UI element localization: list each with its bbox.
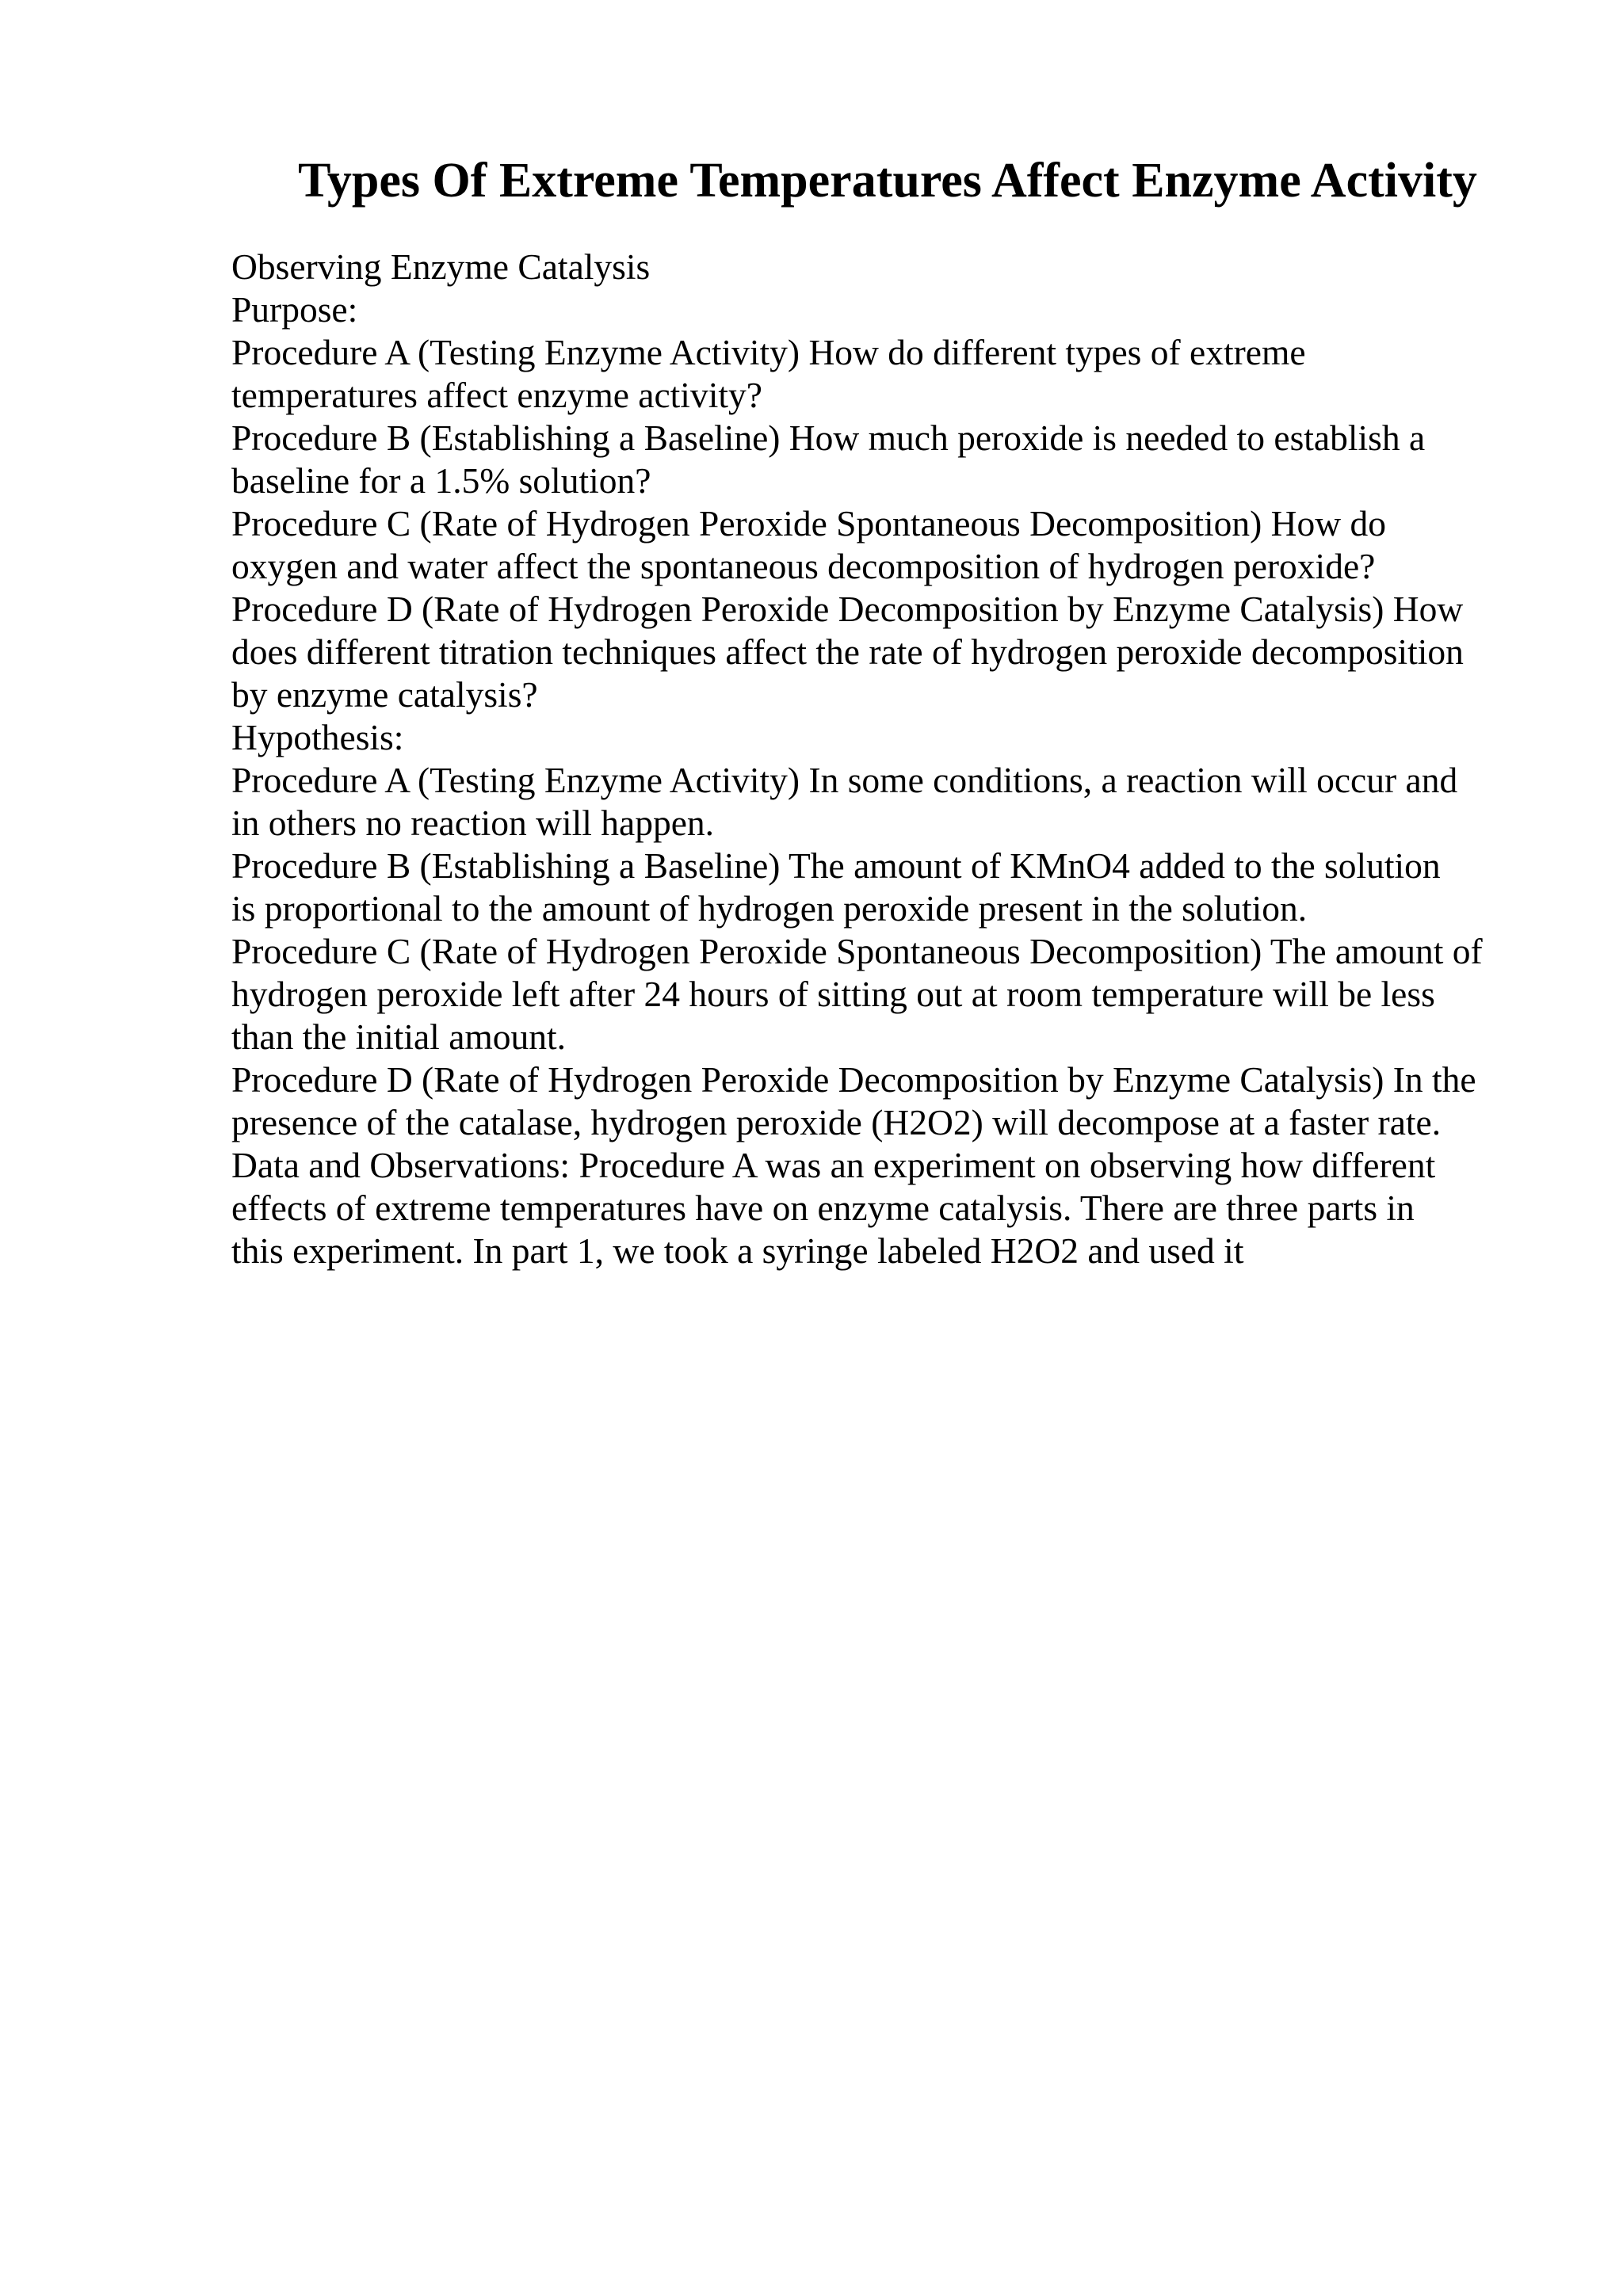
text-line: Hypothesis: — [231, 717, 404, 757]
text-line: Procedure B (Establishing a Baseline) How much peroxide is needed to establish a — [231, 418, 1426, 458]
text-line: by enzyme catalysis? — [231, 674, 538, 715]
text-line: Procedure A (Testing Enzyme Activity) In some conditions, a reaction will occur and — [231, 760, 1458, 800]
text-line: is proportional to the amount of hydrogen peroxide present in the solution. — [231, 888, 1308, 929]
text-line: Procedure D (Rate of Hydrogen Peroxide Decomposition by Enzyme Catalysis) In the — [231, 1059, 1476, 1100]
text-line: temperatures affect enzyme activity? — [231, 375, 762, 415]
text-line: Procedure B (Establishing a Baseline) The amount of KMnO4 added to the solution — [231, 845, 1441, 886]
text-line: Procedure A (Testing Enzyme Activity) How do different types of extreme — [231, 332, 1306, 372]
text-line: hydrogen peroxide left after 24 hours of sitting out at room temperature will be less — [231, 974, 1435, 1014]
text-line: baseline for a 1.5% solution? — [231, 460, 651, 501]
text-line: Observing Enzyme Catalysis — [231, 246, 651, 287]
text-line: than the initial amount. — [231, 1016, 567, 1057]
text-line: does different titration techniques affect the rate of hydrogen peroxide decomposition — [231, 631, 1464, 672]
text-line: Procedure C (Rate of Hydrogen Peroxide Spontaneous Decomposition) The amount of — [231, 931, 1483, 971]
text-line: Data and Observations: Procedure A was an experiment on observing how different — [231, 1145, 1436, 1185]
text-line: oxygen and water affect the spontaneous decomposition of hydrogen peroxide? — [231, 546, 1376, 586]
document-body — [231, 246, 1579, 1272]
text-line: Procedure D (Rate of Hydrogen Peroxide Decomposition by Enzyme Catalysis) How — [231, 589, 1464, 629]
text-line: this experiment. In part 1, we took a syringe labeled H2O2 and used it — [231, 1230, 1244, 1271]
text-line: Purpose: — [231, 289, 358, 330]
text-line: Procedure C (Rate of Hydrogen Peroxide Spontaneous Decomposition) How do — [231, 503, 1386, 543]
text-line: presence of the catalase, hydrogen peroxide (H2O2) will decompose at a faster rate. — [231, 1102, 1442, 1142]
document-title: Types Of Extreme Temperatures Affect Enzyme Activity — [298, 154, 1477, 208]
text-line: in others no reaction will happen. — [231, 803, 715, 843]
text-line: effects of extreme temperatures have on enzyme catalysis. There are three parts in — [231, 1188, 1415, 1228]
